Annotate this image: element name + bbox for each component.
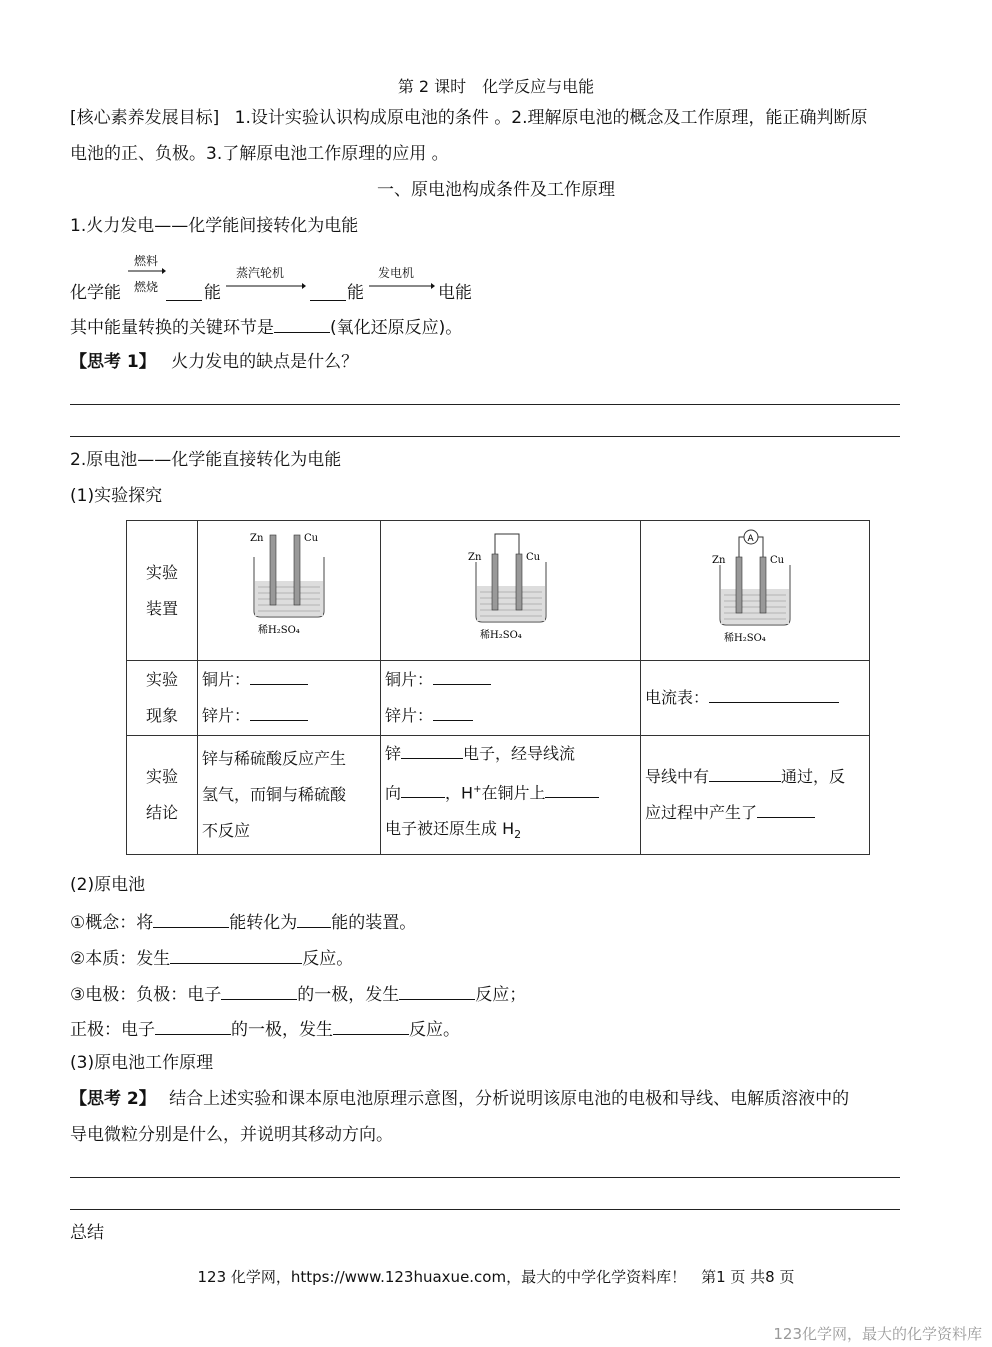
experiment-table [126, 520, 870, 855]
key-step-prefix: 其中能量转换的关键环节是 [70, 318, 274, 338]
device-1 [198, 521, 381, 661]
answer-line-2[interactable] [70, 436, 900, 437]
svg-text:Zn: Zn [250, 533, 264, 544]
blank-concept-1[interactable] [153, 909, 229, 928]
device-3 [641, 521, 870, 661]
blank-negative-1[interactable] [221, 981, 297, 1000]
conclusion-3: 导线中有 通过，反 应过程中产生了 [641, 736, 870, 855]
row2-header: 实验 现象 [127, 661, 198, 736]
row3-header: 实验 结论 [127, 736, 198, 855]
svg-text:Cu: Cu [770, 555, 785, 566]
arrow1-bottom-label: 燃烧 [134, 280, 159, 294]
arrow3-icon [369, 281, 435, 291]
concept-line: ①概念：将 能转化为 能的装置。 [70, 909, 416, 935]
svg-text:稀H₂SO₄: 稀H₂SO₄ [724, 633, 766, 644]
arrow1-icon [128, 266, 166, 276]
blank-positive-2[interactable] [333, 1016, 409, 1035]
phenomenon-2: 铜片： 锌片： [381, 661, 641, 736]
svg-text:稀H₂SO₄: 稀H₂SO₄ [258, 625, 300, 636]
device-2 [381, 521, 641, 661]
conclusion-1: 锌与稀硫酸反应产生 氢气，而铜与稀硫酸 不反应 [198, 736, 381, 855]
summary-heading: 总结 [70, 1223, 104, 1243]
svg-text:A: A [747, 534, 754, 544]
blank-c2-zinc[interactable] [433, 702, 473, 721]
watermark: 123化学网，最大的化学资料库 [773, 1325, 982, 1343]
blank-c1-copper[interactable] [250, 666, 308, 685]
answer-line-3[interactable] [70, 1177, 900, 1178]
flow-start: 化学能 [70, 283, 121, 303]
blank-essence[interactable] [170, 945, 302, 964]
svg-text:稀H₂SO₄: 稀H₂SO₄ [479, 630, 522, 641]
blank-concept-2[interactable] [297, 909, 331, 928]
page-title: 第 2 课时 化学反应与电能 [397, 77, 595, 96]
conclusion-2: 锌 电子，经导线流 向 ，H+在铜片上 电子被还原生成 $H_2$ [381, 736, 641, 855]
goals-label: [核心素养发展目标] [70, 108, 220, 128]
sub3-heading: (3)原电池工作原理 [70, 1053, 214, 1073]
answer-line-4[interactable] [70, 1209, 900, 1210]
goals-line2: 电池的正、负极。3.了解原电池工作原理的应用 。 [70, 144, 449, 164]
blank-c3-l2[interactable] [757, 799, 815, 818]
think1-label: 【思考 1】 [70, 352, 156, 372]
flow-mid1: 能 [204, 283, 221, 303]
blank-c2-l2b[interactable] [545, 779, 599, 798]
think1-text: 火力发电的缺点是什么？ [171, 352, 359, 372]
sub1-heading: (1)实验探究 [70, 486, 163, 506]
key-step-blank[interactable] [274, 314, 330, 333]
blank-c2-l2a[interactable] [401, 779, 445, 798]
think2-line2: 导电微粒分别是什么，并说明其移动方向。 [70, 1125, 393, 1145]
beaker-1-icon [244, 529, 334, 639]
sub2-heading: (2)原电池 [70, 875, 146, 895]
svg-text:Cu: Cu [304, 533, 319, 544]
essence-line: ②本质：发生 反应。 [70, 945, 353, 971]
blank-c2-copper[interactable] [433, 666, 491, 685]
beaker-2-icon [466, 524, 556, 644]
flow-end: 电能 [438, 283, 472, 303]
flow-blank-1[interactable] [166, 282, 202, 301]
svg-text:Zn: Zn [467, 552, 481, 563]
think2-label: 【思考 2】 [70, 1089, 156, 1109]
beaker-3-icon [710, 521, 800, 647]
page-footer: 123 化学网，https://www.123huaxue.com，最大的中学化学资料库！ 第1 页 共8 页 [197, 1268, 795, 1286]
flow-mid2: 能 [347, 283, 364, 303]
phenomenon-1: 铜片： 锌片： [198, 661, 381, 736]
arrow2-icon [226, 281, 306, 291]
svg-text:Cu: Cu [525, 552, 540, 563]
goals-text-1: 1.设计实验认识构成原电池的条件 。2.理解原电池的概念及工作原理，能正确判断原 [234, 108, 868, 128]
arrow1-top-label: 燃料 [134, 254, 159, 268]
answer-line-1[interactable] [70, 404, 900, 405]
blank-negative-2[interactable] [399, 981, 475, 1000]
blank-c3-l1[interactable] [709, 763, 781, 782]
section1-title: 一、原电池构成条件及工作原理 [377, 180, 615, 200]
electrode-line: ③电极：负极：电子 的一极，发生 反应； [70, 981, 526, 1007]
arrow2-top-label: 蒸汽轮机 [236, 266, 285, 280]
arrow3-top-label: 发电机 [378, 266, 415, 280]
phenomenon-3: 电流表： [641, 661, 870, 736]
blank-c2-l1[interactable] [401, 740, 463, 759]
blank-c3-ammeter[interactable] [709, 684, 839, 703]
p1-heading: 1.火力发电——化学能间接转化为电能 [70, 216, 359, 236]
key-step-line [70, 314, 462, 340]
row1-header: 实验 装置 [127, 521, 198, 661]
goals-line1 [70, 106, 868, 130]
blank-positive-1[interactable] [155, 1016, 231, 1035]
flow-blank-2[interactable] [310, 282, 346, 301]
blank-c1-zinc[interactable] [250, 702, 308, 721]
think2-line1: 【思考 2】 结合上述实验和课本原电池原理示意图，分析说明该原电池的电极和导线、电解质溶液中的 [70, 1089, 850, 1109]
think1 [70, 350, 358, 374]
key-step-suffix: (氧化还原反应)。 [330, 318, 463, 338]
positive-line: 正极：电子 的一极，发生 反应。 [70, 1016, 460, 1042]
p2-heading: 2.原电池——化学能直接转化为电能 [70, 450, 342, 470]
svg-text:Zn: Zn [712, 555, 726, 566]
